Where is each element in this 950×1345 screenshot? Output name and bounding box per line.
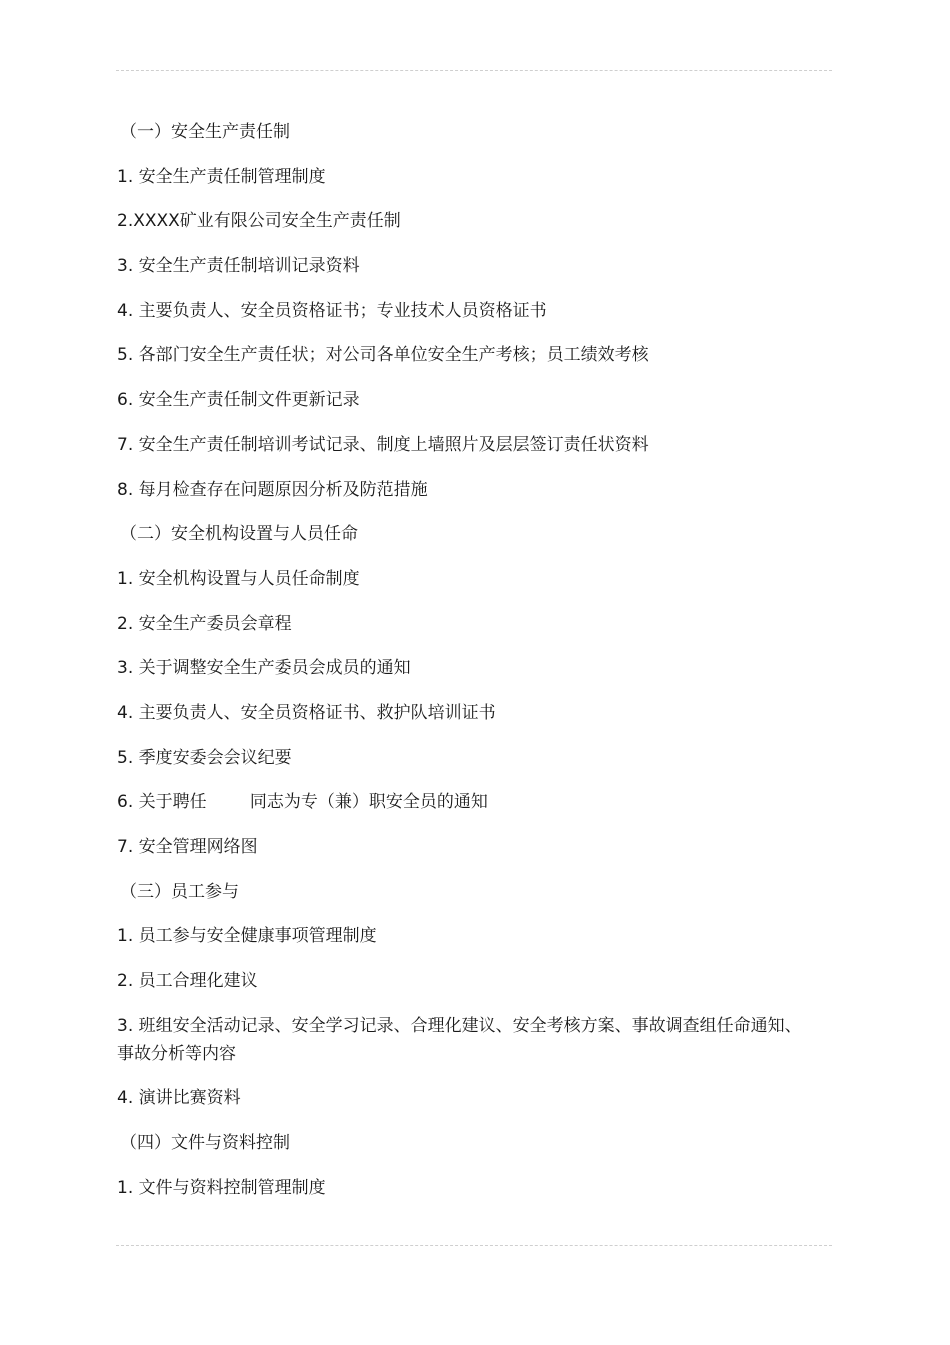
list-item: 5. 各部门安全生产责任状；对公司各单位安全生产考核；员工绩效考核 <box>117 345 649 366</box>
section-heading-3: （三）员工参与 <box>120 881 239 902</box>
list-item: 3. 班组安全活动记录、安全学习记录、合理化建议、安全考核方案、事故调查组任命通知、事故分析等内容 <box>117 1015 802 1064</box>
list-item: 3. 安全生产责任制培训记录资料 <box>117 256 360 277</box>
section-heading-4: （四）文件与资料控制 <box>120 1133 290 1154</box>
footer-divider <box>116 1245 832 1246</box>
section-heading-1: （一）安全生产责任制 <box>120 122 290 142</box>
list-item: 6. 安全生产责任制文件更新记录 <box>117 390 360 411</box>
list-item: 1. 安全机构设置与人员任命制度 <box>117 568 360 589</box>
list-item: 7. 安全管理网络图 <box>117 837 258 857</box>
list-item: 2. 安全生产委员会章程 <box>117 613 292 634</box>
list-item: 1. 安全生产责任制管理制度 <box>117 166 326 187</box>
list-item: 4. 演讲比赛资料 <box>117 1088 241 1109</box>
list-item: 3. 关于调整安全生产委员会成员的通知 <box>117 658 411 679</box>
list-item: 2. 员工合理化建议 <box>117 971 258 992</box>
list-item: 7. 安全生产责任制培训考试记录、制度上墙照片及层层签订责任状资料 <box>117 434 649 455</box>
header-divider <box>116 70 832 71</box>
list-item: 4. 主要负责人、安全员资格证书、救护队培训证书 <box>117 702 496 723</box>
section-heading-2: （二）安全机构设置与人员任命 <box>120 524 358 545</box>
list-item: 4. 主要负责人、安全员资格证书；专业技术人员资格证书 <box>117 300 547 321</box>
list-item: 5. 季度安委会会议纪要 <box>117 747 292 768</box>
list-item: 2.XXXX矿业有限公司安全生产责任制 <box>117 211 401 232</box>
list-item: 8. 每月检查存在问题原因分析及防范措施 <box>117 479 428 500</box>
list-item: 1. 文件与资料控制管理制度 <box>117 1177 326 1198</box>
document-body <box>117 118 817 1219</box>
list-item: 6. 关于聘任 同志为专（兼）职安全员的通知 <box>117 792 488 813</box>
list-item: 1. 员工参与安全健康事项管理制度 <box>117 926 377 947</box>
